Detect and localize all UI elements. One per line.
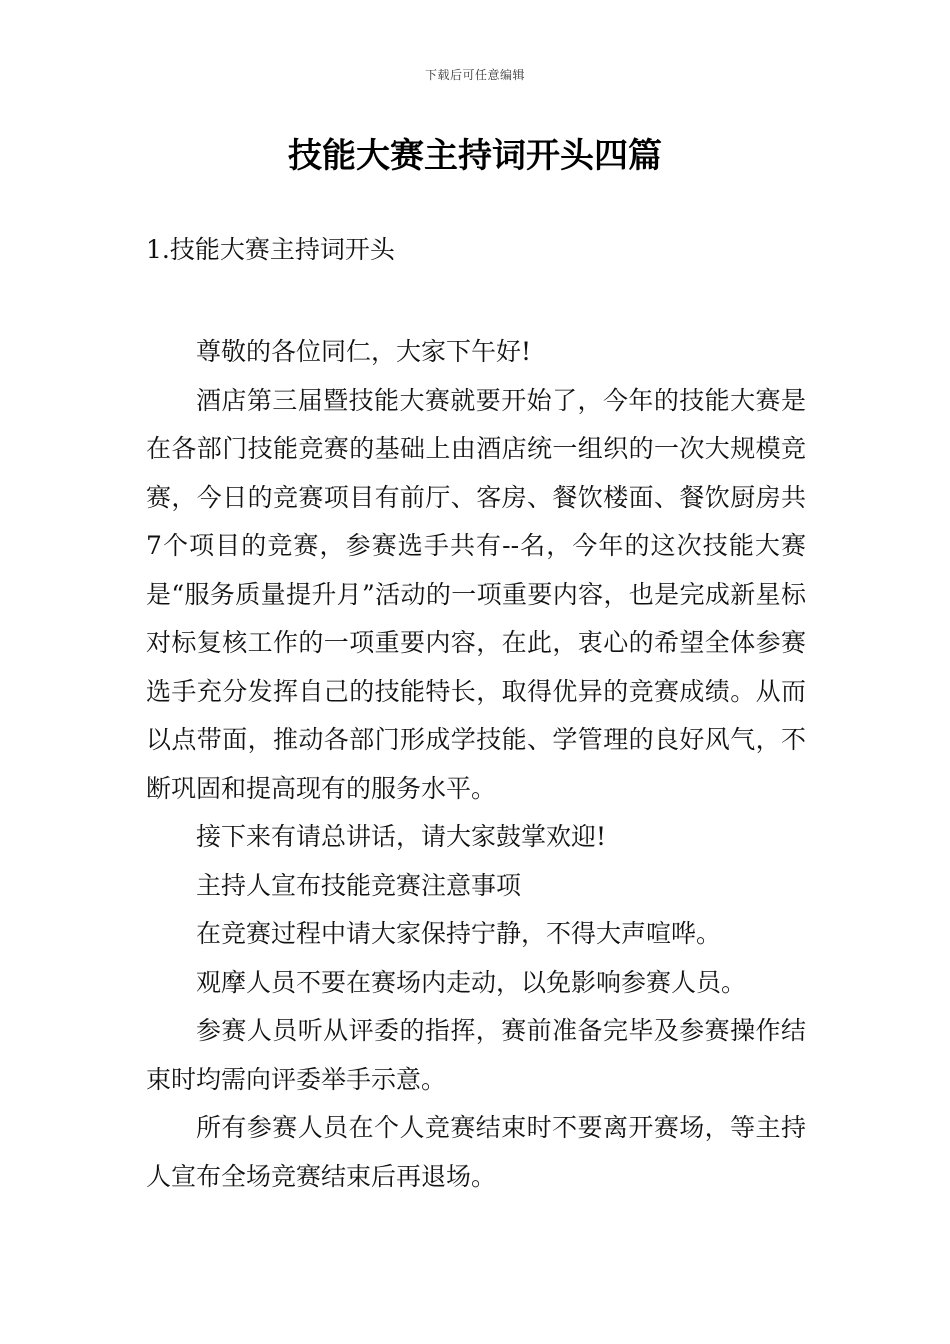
paragraph-stay-until-end: 所有参赛人员在个人竞赛结束时不要离开赛场，等主持人宣布全场竞赛结束后再退场。 [146,1113,806,1191]
paragraph-follow-judges: 参赛人员听从评委的指挥，赛前准备完毕及参赛操作结束时均需向评委举手示意。 [146,1016,806,1094]
paragraph-notice-heading: 主持人宣布技能竞赛注意事项 [196,870,522,900]
paragraph-invite-speech: 接下来有请总讲话，请大家鼓掌欢迎! [196,822,607,851]
document-title: 技能大赛主持词开头四篇 [288,136,662,176]
paragraph-greeting: 尊敬的各位同仁，大家下午好! [196,337,532,366]
section-heading: 1.技能大赛主持词开头 [146,235,395,264]
header-note: 下载后可任意编辑 [424,68,525,82]
paragraph-observers: 观摩人员不要在赛场内走动，以免影响参赛人员。 [196,967,747,997]
paragraph-keep-quiet: 在竞赛过程中请大家保持宁静，不得大声喧哗。 [196,919,722,948]
body-text [146,328,806,1201]
paragraph-intro: 酒店第三届暨技能大赛就要开始了，今年的技能大赛是在各部门技能竞赛的基础上由酒店统一组织的一次大规模竞赛，今日的竞赛项目有前厅、客房、餐饮楼面、餐饮厨房共7个项目的竞赛，参赛选手共有--名，今年的这次技能大赛是“服务质量提升月”活动的一项重要内容，也是完成新星标对标复核工作的一项重要内容，在此，衷心的希望全体参赛选手充分发挥自己的技能特长，取得优异的竞赛成绩。从而以点带面，推动各部门形成学技能、学管理的良好风气，不断巩固和提高现有的服务水平。 [146,385,806,803]
